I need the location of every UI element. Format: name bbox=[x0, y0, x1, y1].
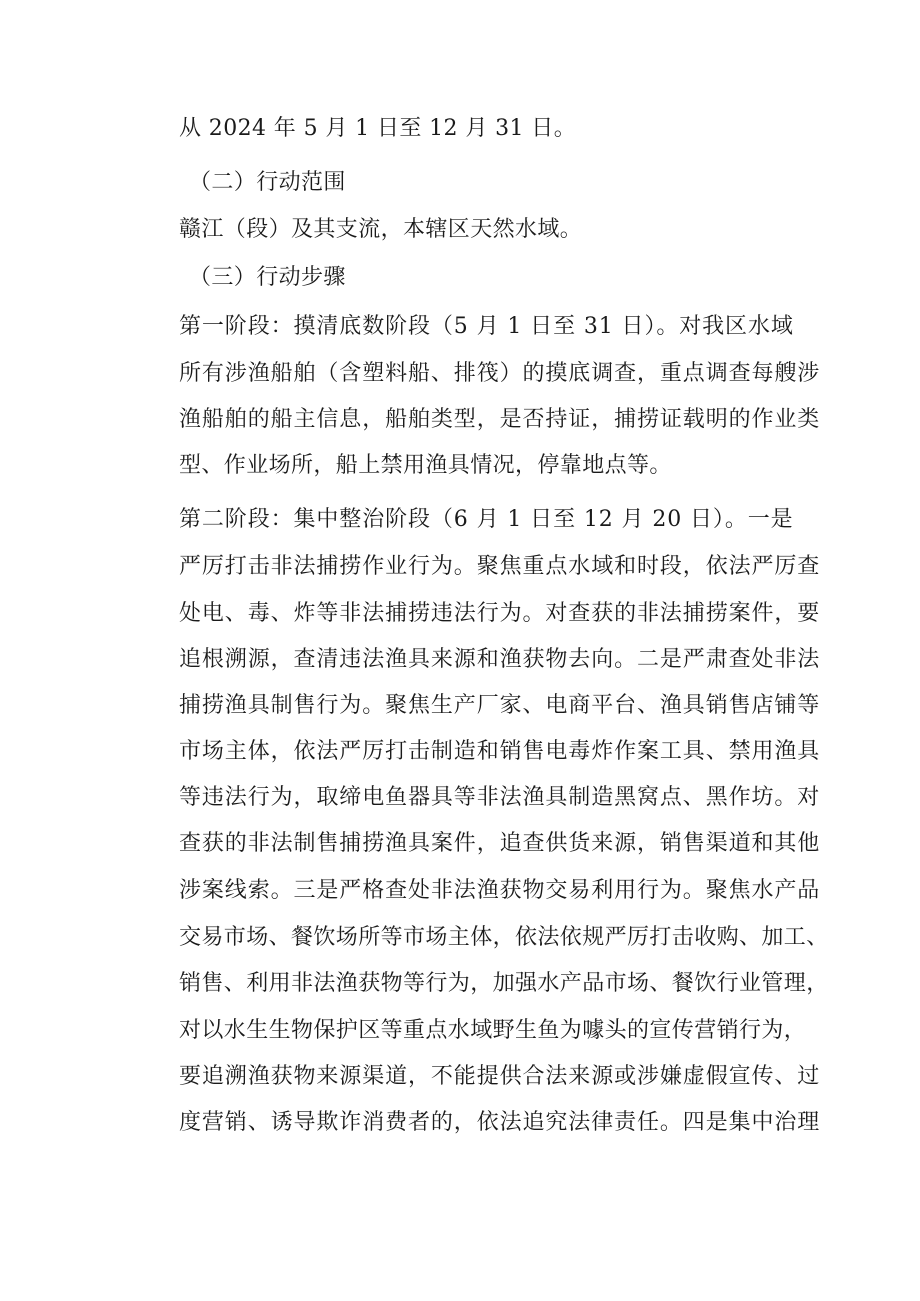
paragraph-line: 处电、毒、炸等非法捕捞违法行为。对查获的非法捕捞案件，要 bbox=[179, 601, 821, 626]
paragraph-line: 度营销、诱导欺诈消费者的，依法追究法律责任。四是集中治理 bbox=[179, 1110, 821, 1135]
paragraph-line: 等违法行为，取缔电鱼器具等非法渔具制造黑窝点、黑作坊。对 bbox=[179, 785, 821, 810]
paragraph-line: 型、作业场所，船上禁用渔具情况，停靠地点等。 bbox=[179, 453, 672, 478]
section-heading: （二）行动范围 bbox=[189, 170, 346, 195]
paragraph-line: 第二阶段：集中整治阶段（6 月 1 日至 12 月 20 日）。一是 bbox=[179, 507, 794, 532]
paragraph-line: 追根溯源，查清违法渔具来源和渔获物去向。二是严肃查处非法 bbox=[179, 647, 821, 672]
paragraph-line: 市场主体，依法严厉打击制造和销售电毒炸作案工具、禁用渔具 bbox=[179, 739, 821, 764]
section-heading: （三）行动步骤 bbox=[189, 265, 346, 290]
paragraph-line: 所有涉渔船舶（含塑料船、排筏）的摸底调查，重点调查每艘涉 bbox=[179, 361, 821, 386]
paragraph-line: 涉案线索。三是严格查处非法渔获物交易利用行为。聚焦水产品 bbox=[179, 878, 821, 903]
paragraph-line: 从 2024 年 5 月 1 日至 12 月 31 日。 bbox=[179, 116, 577, 141]
paragraph-line: 要追溯渔获物来源渠道，不能提供合法来源或涉嫌虚假宣传、过 bbox=[179, 1064, 821, 1089]
paragraph-line: 交易市场、餐饮场所等市场主体，依法依规严厉打击收购、加工、 bbox=[179, 925, 829, 950]
paragraph-line: 查获的非法制售捕捞渔具案件，追查供货来源，销售渠道和其他 bbox=[179, 831, 821, 856]
paragraph-line: 对以水生生物保护区等重点水域野生鱼为噱头的宣传营销行为， bbox=[179, 1018, 807, 1043]
paragraph-line: 第一阶段：摸清底数阶段（5 月 1 日至 31 日）。对我区水域 bbox=[179, 314, 794, 339]
paragraph-line: 捕捞渔具制售行为。聚焦生产厂家、电商平台、渔具销售店铺等 bbox=[179, 693, 821, 718]
paragraph-line: 销售、利用非法渔获物等行为，加强水产品市场、餐饮行业管理， bbox=[179, 971, 829, 996]
paragraph-line: 赣江（段）及其支流，本辖区天然水域。 bbox=[179, 217, 583, 242]
paragraph-line: 严厉打击非法捕捞作业行为。聚焦重点水域和时段，依法严厉查 bbox=[179, 554, 821, 579]
paragraph-line: 渔船舶的船主信息，船舶类型，是否持证，捕捞证载明的作业类 bbox=[179, 407, 821, 432]
